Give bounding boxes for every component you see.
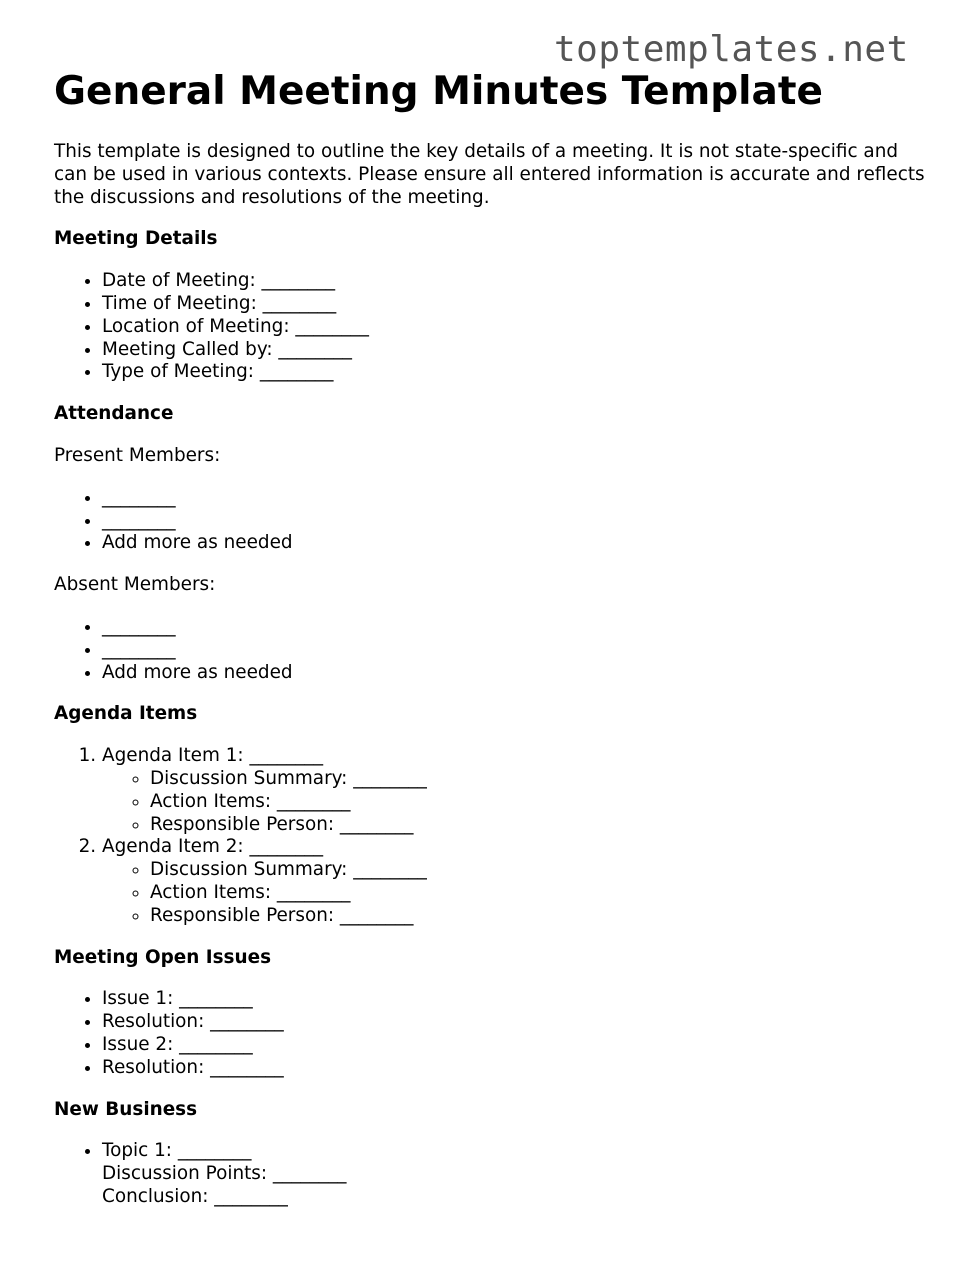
new-business-discussion: Discussion Points: ________ [102,1163,347,1185]
page-title: General Meeting Minutes Template [54,69,823,114]
agenda-item [102,836,934,927]
list-item: • Add more as needed [102,532,934,555]
list-item: • ________ [102,510,934,533]
new-business-list [54,1140,934,1208]
agenda-item-label: Agenda Item 2: ________ [102,836,324,858]
list-item: • Resolution: ________ [102,1057,934,1080]
document-body [54,141,934,1228]
list-item: • ________ [102,487,934,510]
attendance-heading: Attendance [54,403,174,425]
agenda-heading: Agenda Items [54,703,198,725]
list-item: • Type of Meeting: ________ [102,361,934,384]
list-item: ◦ Action Items: ________ [150,791,934,814]
list-item: • ________ [102,616,934,639]
new-business-topic: • Topic 1: ________ [102,1140,252,1162]
list-item: • Date of Meeting: ________ [102,270,934,293]
list-item: ◦ Discussion Summary: ________ [150,859,934,882]
present-members-label: Present Members: [54,444,221,466]
open-issues-list [54,988,934,1079]
list-item: ◦ Action Items: ________ [150,882,934,905]
list-item: • Time of Meeting: ________ [102,293,934,316]
list-item: • Add more as needed [102,662,934,685]
list-item [102,1140,934,1208]
list-item: • Issue 1: ________ [102,988,934,1011]
list-item: • Resolution: ________ [102,1011,934,1034]
watermark: toptemplates.net [554,29,909,70]
agenda-sub-list [102,768,934,836]
agenda-sub-list [102,859,934,927]
agenda-item-label: Agenda Item 1: ________ [102,745,324,767]
list-item: ◦ Responsible Person: ________ [150,905,934,928]
agenda-item [102,745,934,836]
open-issues-heading: Meeting Open Issues [54,946,272,968]
intro-paragraph: This template is designed to outline the key details of a meeting. It is not state-specific and can be used in various contexts. Please ensure all entered information is accurate and reflects the discussions and resolutions of the meeting. [54,141,925,208]
meeting-details-list [54,270,934,384]
absent-members-list [54,616,934,684]
list-item: • Location of Meeting: ________ [102,316,934,339]
list-item: • Meeting Called by: ________ [102,339,934,362]
agenda-list [54,745,934,927]
absent-members-label: Absent Members: [54,574,216,596]
new-business-heading: New Business [54,1098,198,1120]
list-item: ◦ Discussion Summary: ________ [150,768,934,791]
present-members-list [54,487,934,555]
new-business-conclusion: Conclusion: ________ [102,1185,288,1207]
list-item: • Issue 2: ________ [102,1034,934,1057]
meeting-details-heading: Meeting Details [54,228,218,250]
list-item: ◦ Responsible Person: ________ [150,814,934,837]
list-item: • ________ [102,639,934,662]
